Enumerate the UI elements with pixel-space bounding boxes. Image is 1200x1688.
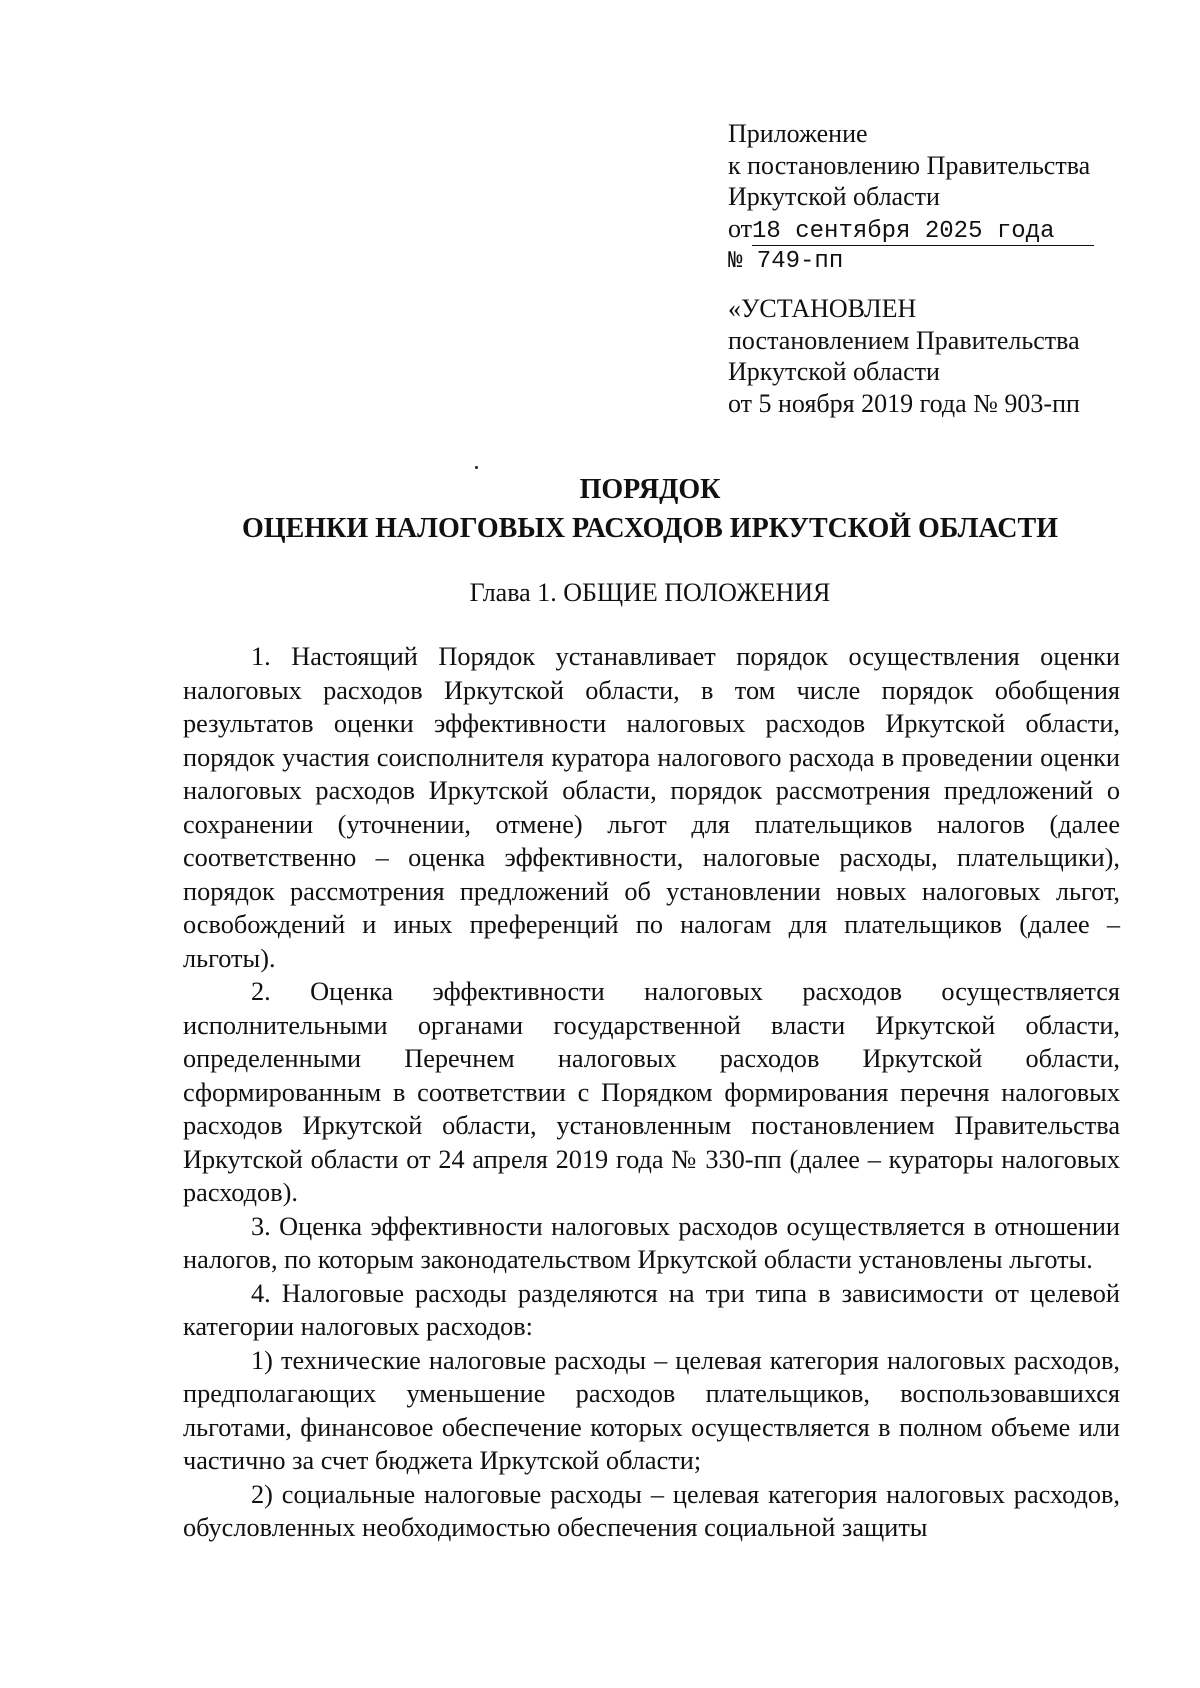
established-line-4: от 5 ноября 2019 года № 903-пп <box>728 388 1080 418</box>
paragraph-4-item-1: 1) технические налоговые расходы – целевая категория налоговых расходов, предполагающих уменьшение расходов плательщиков, воспользовавшихся льготами, финансовое обеспечение которых осуществляется в полном объеме или частично за счет бюджета Иркутской области; <box>183 1345 1120 1475</box>
document-subtitle: ОЦЕНКИ НАЛОГОВЫХ РАСХОДОВ ИРКУТСКОЙ ОБЛАСТИ <box>242 513 1058 544</box>
document-body <box>183 640 1120 1545</box>
paragraph-3: 3. Оценка эффективности налоговых расходов осуществляется в отношении налогов, по которым законодательством Иркутской области установлены льготы. <box>183 1211 1120 1274</box>
approval-block <box>728 118 1168 419</box>
scan-speck <box>475 466 478 469</box>
established-line-2: постановлением Правительства <box>728 325 1080 355</box>
established-line-3: Иркутской области <box>728 357 940 386</box>
approval-date-prefix: от <box>728 213 753 243</box>
paragraph-2: 2. Оценка эффективности налоговых расходов осуществляется исполнительными органами государственной власти Иркутской области, определенными Перечнем налоговых расходов Иркутской области, сформированным в соответствии с Порядком формирования перечня налоговых расходов Иркутской области, установленным постановлением Правительства Иркутской области от 24 апреля 2019 года № 330-пп (далее – кураторы налоговых расходов). <box>183 977 1120 1207</box>
paragraph-1: 1. Настоящий Порядок устанавливает порядок осуществления оценки налоговых расходов Иркутской области, в том числе порядок обобщения результатов оценки эффективности налоговых расходов Иркутской области, порядок участия соисполнителя куратора налогового расхода в проведении оценки налоговых расходов Иркутской области, порядок рассмотрения предложений о сохранении (уточнении, отмене) льгот для плательщиков налогов (далее соответственно – оценка эффективности, налоговые расходы, плательщики), порядок рассмотрения предложений об установлении новых налоговых льгот, освобождений и иных преференций по налогам для плательщиков (далее – льготы). <box>183 642 1120 973</box>
approval-date-line <box>728 213 1168 246</box>
approval-line-1: Приложение <box>728 119 868 148</box>
approval-number: № 749-пп <box>728 247 844 275</box>
approval-date-value: 18 сентября 2025 года <box>752 219 1094 246</box>
established-line-1: «УСТАНОВЛЕН <box>728 294 917 323</box>
document-title: ПОРЯДОК <box>579 474 721 505</box>
chapter-heading: Глава 1. ОБЩИЕ ПОЛОЖЕНИЯ <box>469 578 831 607</box>
paragraph-4-item-2: 2) социальные налоговые расходы – целевая категория налоговых расходов, обусловленных необходимостью обеспечения социальной защиты <box>183 1479 1120 1542</box>
approval-line-2: к постановлению Правительства <box>728 150 1091 180</box>
paragraph-4: 4. Налоговые расходы разделяются на три типа в зависимости от целевой категории налоговых расходов: <box>183 1278 1120 1341</box>
approval-line-3: Иркутской области <box>728 182 940 211</box>
